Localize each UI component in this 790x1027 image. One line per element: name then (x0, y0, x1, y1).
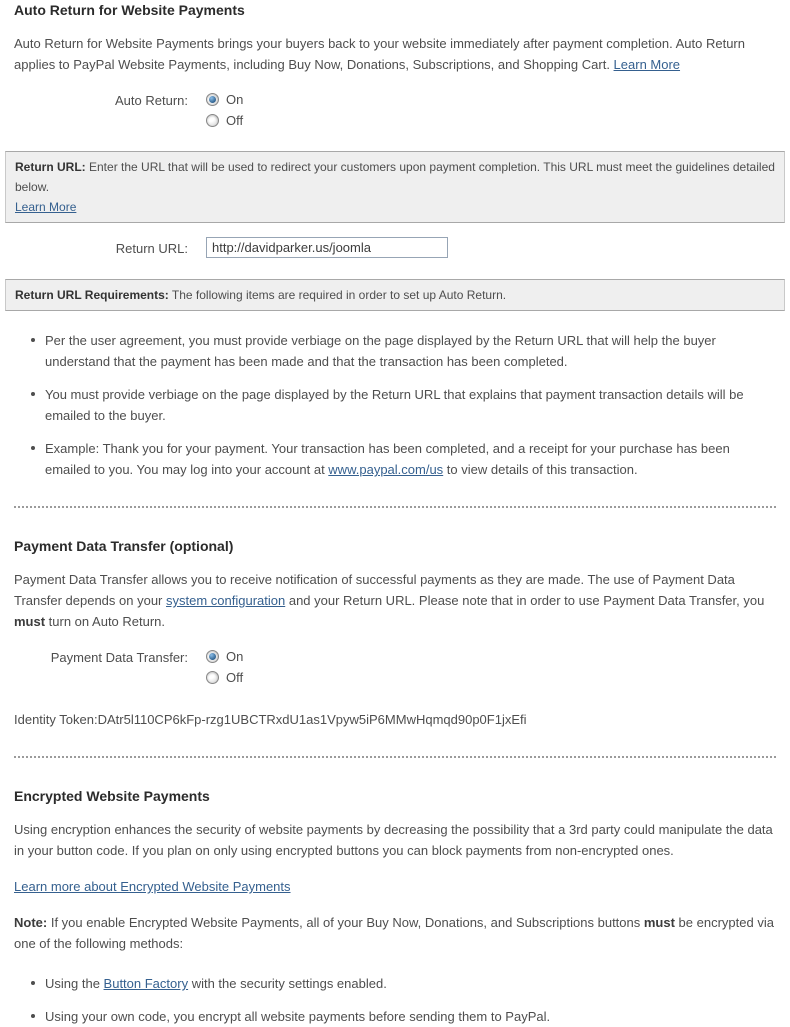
paypal-us-link[interactable]: www.paypal.com/us (328, 462, 444, 477)
list-item (45, 973, 776, 994)
bold-text: Note: (14, 915, 48, 930)
bold-text: Return URL Requirements: (15, 288, 169, 302)
list-item (45, 384, 776, 426)
return-url-field-row (14, 237, 776, 259)
radio-selected-icon[interactable] (206, 93, 219, 106)
encrypted-website-payments-learn-more-link[interactable]: Learn more about Encrypted Website Payments (14, 879, 291, 894)
text-segment: turn on Auto Return. (45, 614, 166, 629)
auto-return-on-label: On (226, 92, 244, 107)
text-segment: Example: Thank you for your payment. Your transaction has been completed, and a receipt for your purchase has been emailed to you. You may log into your account at (45, 441, 730, 477)
text-segment: The following items are required in order to set up Auto Return. (168, 288, 507, 302)
return-url-input[interactable] (206, 237, 448, 258)
auto-return-field-row (14, 89, 776, 131)
auto-return-heading: Auto Return for Website Payments (14, 2, 245, 18)
text-segment: Auto Return for Website Payments brings your buyers back to your website immediately after payment completion. Auto Return applies to PayPal Website Payments, including Buy Now, Donations, Subscriptions, and Shopping Cart. (14, 36, 745, 72)
section-separator (14, 756, 776, 758)
encryption-methods-list (14, 973, 776, 1027)
section-separator (14, 506, 776, 508)
payment-data-transfer-field-row (14, 646, 776, 688)
radio-unselected-icon[interactable] (206, 114, 219, 127)
text-segment: Enter the URL that will be used to redirect your customers upon payment completion. This URL must meet the guidelines detailed below. (15, 160, 775, 194)
return-url-learn-more-link[interactable]: Learn More (15, 200, 77, 214)
identity-token-line: Identity Token:DAtr5l110CP6kFp-rzg1UBCTRxdU1as1Vpyw5iP6MMwHqmqd90p0F1jxEfi (14, 712, 527, 727)
list-item (45, 1006, 776, 1027)
text-segment: If you enable Encrypted Website Payments, all of your Buy Now, Donations, and Subscriptions buttons (47, 915, 644, 930)
return-url-field-label: Return URL: (115, 241, 188, 256)
bold-text: must (643, 915, 675, 930)
auto-return-field-label: Auto Return: (115, 93, 188, 108)
encrypted-website-payments-heading: Encrypted Website Payments (14, 788, 210, 804)
payment-data-transfer-on-radio[interactable] (206, 646, 243, 667)
button-factory-link[interactable]: Button Factory (103, 976, 189, 991)
bold-text: Return URL: (15, 160, 86, 174)
text-segment: Using the (45, 976, 104, 991)
text-segment: and your Return URL. Please note that in order to use Payment Data Transfer, you (285, 593, 765, 608)
return-url-info-text (15, 157, 775, 197)
list-item (45, 438, 776, 480)
text-segment: Using your own code, you encrypt all website payments before sending them to PayPal. (45, 1009, 551, 1024)
list-item (45, 330, 776, 372)
auto-return-intro (14, 33, 776, 75)
radio-selected-icon[interactable] (206, 650, 219, 663)
payment-data-transfer-off-radio[interactable] (206, 667, 243, 688)
text-segment: be encrypted via one of the following methods: (14, 915, 774, 951)
return-url-info-bar (5, 151, 785, 223)
text-segment: with the security settings enabled. (188, 976, 387, 991)
payment-data-transfer-heading: Payment Data Transfer (optional) (14, 538, 234, 554)
system-configuration-link[interactable]: system configuration (166, 593, 286, 608)
return-url-requirements-text (15, 285, 775, 305)
auto-return-learn-more-link[interactable]: Learn More (613, 57, 681, 72)
text-segment: You must provide verbiage on the page displayed by the Return URL that explains that payment transaction details will be emailed to the buyer. (45, 387, 744, 423)
return-url-requirements-bar (5, 279, 785, 311)
payment-data-transfer-on-label: On (226, 649, 244, 664)
return-url-requirements-list (14, 330, 776, 480)
payment-data-transfer-field-label: Payment Data Transfer: (50, 650, 188, 665)
payment-data-transfer-radio-group (206, 646, 243, 688)
radio-unselected-icon[interactable] (206, 671, 219, 684)
payment-data-transfer-intro (14, 569, 776, 632)
payment-data-transfer-off-label: Off (226, 670, 244, 685)
encrypted-website-payments-note (14, 912, 776, 954)
text-segment: Per the user agreement, you must provide verbiage on the page displayed by the Return URL that will help the buyer understand that the payment has been made and that the transaction has been completed. (45, 333, 716, 369)
auto-return-off-label: Off (226, 113, 244, 128)
bold-text: must (14, 614, 46, 629)
auto-return-on-radio[interactable] (206, 89, 243, 110)
text-segment: to view details of this transaction. (443, 462, 638, 477)
text-segment: Payment Data Transfer allows you to receive notification of successful payments as they are made. The use of Payment Data Transfer depends on your (14, 572, 735, 608)
encrypted-website-payments-intro: Using encryption enhances the security of website payments by decreasing the possibility that a 3rd party could manipulate the data in your button code. If you plan on only using encrypted buttons you can block payments from non-encrypted ones. (14, 822, 773, 858)
auto-return-radio-group (206, 89, 243, 131)
auto-return-off-radio[interactable] (206, 110, 243, 131)
